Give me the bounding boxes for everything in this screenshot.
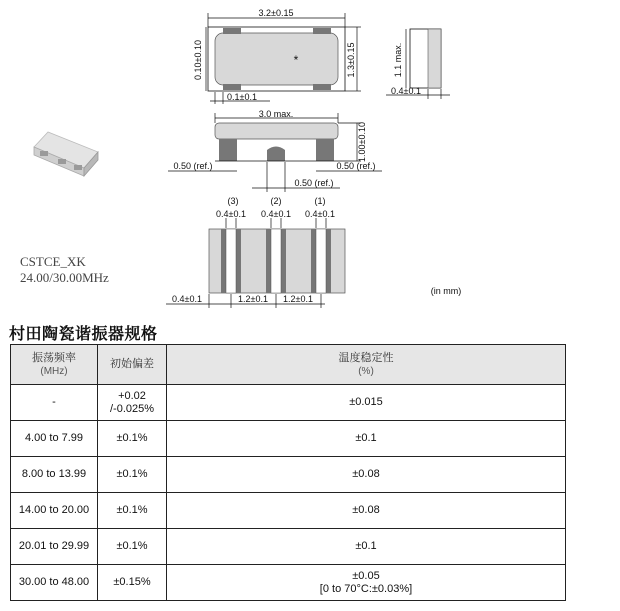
front-center-ref: 0.50 (ref.) [294,178,334,188]
top-pad-width-dim: 0.1±0.1 [227,92,257,102]
cell-initial-deviation: ±0.1% [98,493,167,529]
table-row [11,457,566,493]
cell-initial-deviation: ±0.1% [98,529,167,565]
front-height-dim: 1.00±0.10 [357,122,367,162]
product-model: CSTCE_XK [20,254,86,269]
table-row [11,421,566,457]
top-length-dim: 3.2±0.15 [258,8,294,18]
marker-symbol: * [293,53,299,67]
component-photo [34,132,98,176]
cell-frequency: 14.00 to 20.00 [11,493,98,529]
cell-initial-deviation: ±0.1% [98,421,167,457]
cell-frequency: - [11,385,98,421]
side-offset-dim: 0.4±0.1 [391,86,421,96]
table-row [11,493,566,529]
header-initial-deviation: 初始偏差 [98,345,167,385]
product-frequency: 24.00/30.00MHz [20,270,109,285]
top-pad-height-dim: 0.10±0.10 [193,40,203,80]
front-left-ref: 0.50 (ref.) [173,161,213,171]
pin-2-width: 0.4±0.1 [261,209,291,219]
unit-note: (in mm) [430,286,462,296]
cell-frequency: 30.00 to 48.00 [11,565,98,601]
pin-3-width: 0.4±0.1 [216,209,246,219]
side-height-dim: 1.1 max. [393,42,403,78]
cell-temperature-stability: ±0.08 [167,457,566,493]
table-header-row [11,345,566,385]
cell-initial-deviation: ±0.15% [98,565,167,601]
front-right-ref: 0.50 (ref.) [336,161,376,171]
table-title: 村田陶瓷谐振器规格 [9,324,158,343]
product-label [20,254,109,286]
pin-1-width: 0.4±0.1 [305,209,335,219]
pin-1-label: (1) [314,196,326,206]
top-view [206,13,361,104]
table-row [11,565,566,601]
cell-temperature-stability: ±0.08 [167,493,566,529]
front-length-dim: 3.0 max. [258,109,294,119]
front-view [168,113,382,192]
bottom-pitch-dim-left: 1.2±0.1 [238,294,268,304]
cell-temperature-stability: ±0.05 [0 to 70°C:±0.03%] [167,565,566,601]
header-frequency: 振荡频率 (MHz) [11,345,98,385]
table-row [11,529,566,565]
cell-frequency: 20.01 to 29.99 [11,529,98,565]
cell-temperature-stability: ±0.1 [167,421,566,457]
header-temperature-stability: 温度稳定性 (%) [167,345,566,385]
bottom-edge-dim: 0.4±0.1 [172,294,202,304]
top-width-dim: 1.3±0.15 [346,42,356,78]
spec-table [10,344,566,601]
table-row [11,385,566,421]
cell-temperature-stability: ±0.1 [167,529,566,565]
cell-frequency: 4.00 to 7.99 [11,421,98,457]
cell-initial-deviation: ±0.1% [98,457,167,493]
cell-initial-deviation: +0.02 /-0.025% [98,385,167,421]
cell-temperature-stability: ±0.015 [167,385,566,421]
cell-frequency: 8.00 to 13.99 [11,457,98,493]
pin-2-label: (2) [270,196,282,206]
bottom-pitch-dim-right: 1.2±0.1 [283,294,313,304]
pin-3-label: (3) [227,196,239,206]
